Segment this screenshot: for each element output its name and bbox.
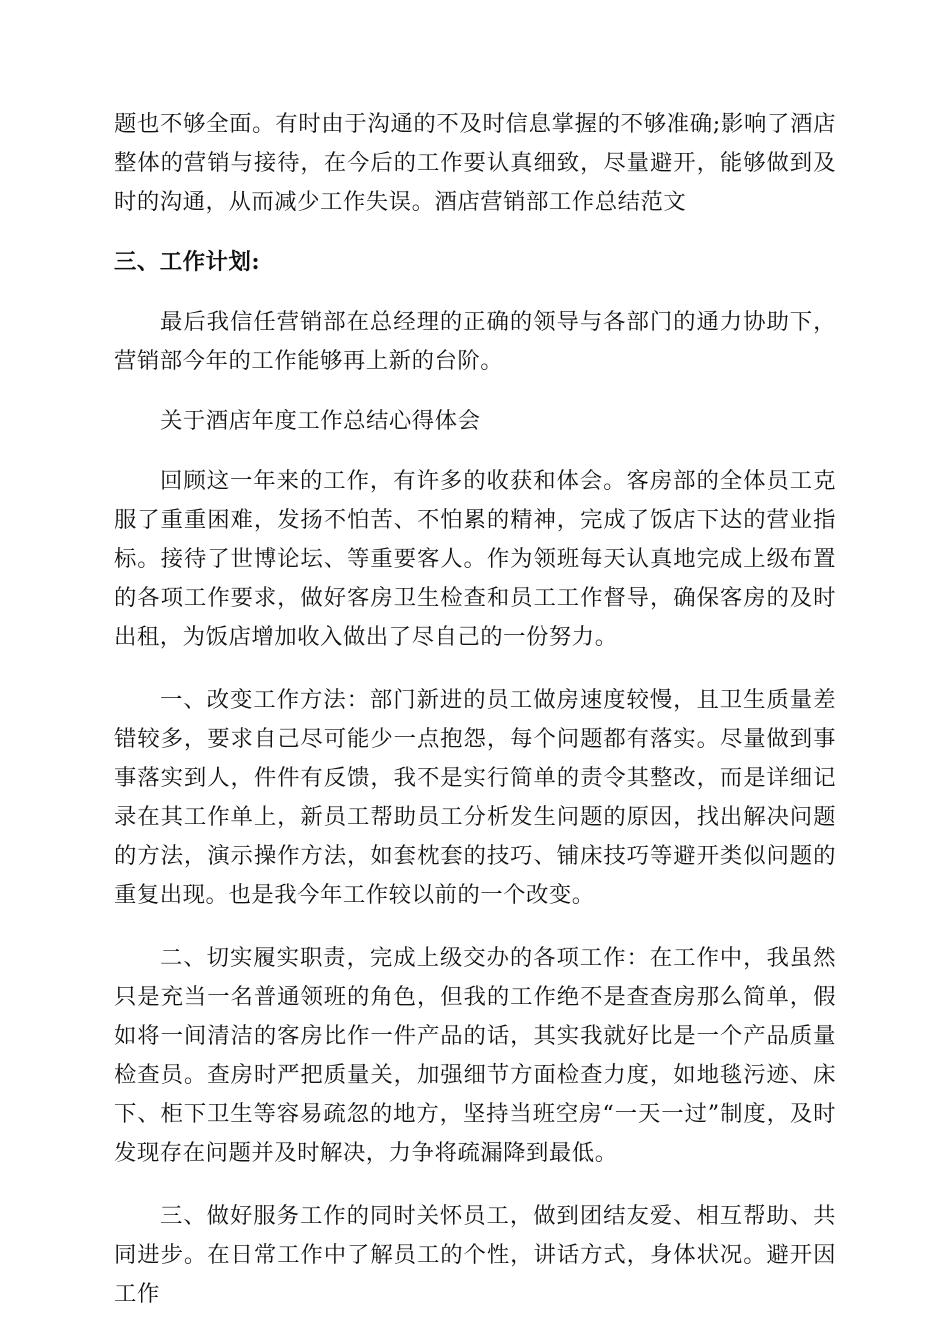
paragraph-point-two: 二、切实履实职责，完成上级交办的各项工作：在工作中，我虽然只是充当一名普通领班的角色，但我的工作绝不是查查房那么简单，假如将一间清洁的客房比作一件产品的话，其实我就好比是一个产品质量检查员。查房时严把质量关，加强细节方面检查力度，如地毯污迹、床下、柜下卫生等容易疏忽的地方，坚持当班空房“一天一过”制度，及时发现存在问题并及时解决，力争将疏漏降到最低。 — [114, 945, 836, 1166]
paragraph-continuation: 题也不够全面。有时由于沟通的不及时信息掌握的不够准确;影响了酒店整体的营销与接待，在今后的工作要认真细致，尽量避开，能够做到及时的沟通，从而减少工作失误。酒店营销部工作总结范文 — [114, 111, 836, 215]
paragraph-point-three: 三、做好服务工作的同时关怀员工，做到团结友爱、相互帮助、共同进步。在日常工作中了解员工的个性，讲话方式，身体状况。避开因工作 — [114, 1203, 836, 1307]
section-heading-work-plan: 三、工作计划: — [114, 249, 261, 275]
paragraph-point-one: 一、改变工作方法：部门新进的员工做房速度较慢，且卫生质量差错较多，要求自己尽可能少一点抱怨，每个问题都有落实。尽量做到事事落实到人，件件有反馈，我不是实行简单的责令其整改，而是详细记录在其工作单上，新员工帮助员工分析发生问题的原因，找出解决问题的方法，演示操作方法，如套枕套的技巧、铺床技巧等避开类似问题的重复出现。也是我今年工作较以前的一个改变。 — [114, 687, 836, 908]
paragraph-plan: 最后我信任营销部在总经理的正确的领导与各部门的通力协助下，营销部今年的工作能够再上新的台阶。 — [114, 309, 836, 374]
article-title: 关于酒店年度工作总结心得体会 — [160, 408, 481, 434]
paragraph-review: 回顾这一年来的工作，有许多的收获和体会。客房部的全体员工克服了重重困难，发扬不怕苦、不怕累的精神，完成了饭店下达的营业指标。接待了世博论坛、等重要客人。作为领班每天认真地完成上级布置的各项工作要求，做好客房卫生检查和员工工作督导，确保客房的及时出租，为饭店增加收入做出了尽自己的一份努力。 — [114, 468, 836, 650]
document-body — [114, 105, 836, 1314]
